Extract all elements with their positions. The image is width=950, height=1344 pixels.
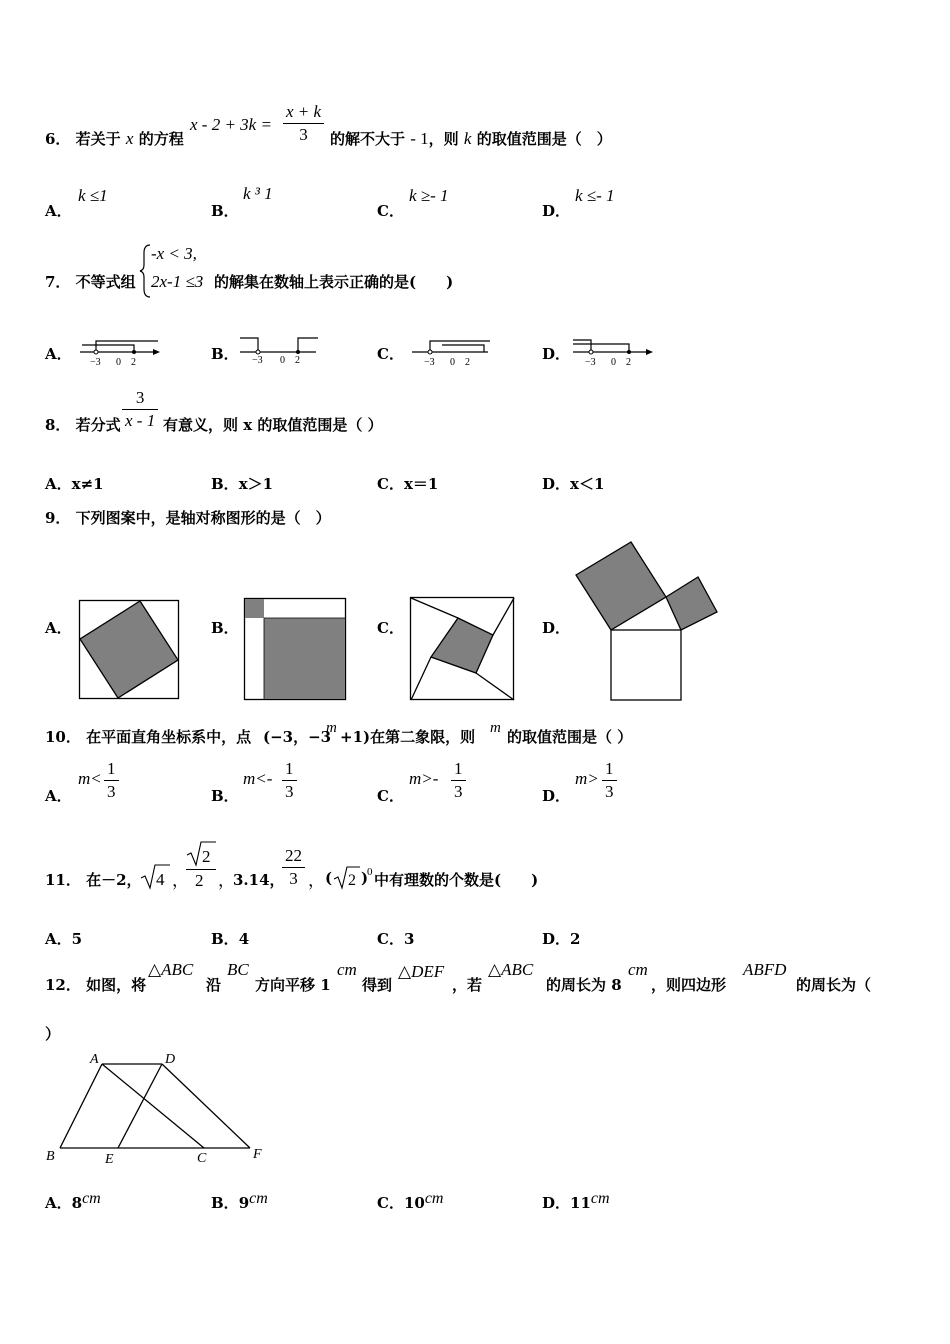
q12-option-a[interactable] xyxy=(45,1192,101,1213)
q11-sqrt4 xyxy=(140,863,170,891)
option-label: B． xyxy=(211,619,239,637)
q10-option-b-expr: m<- xyxy=(243,769,273,788)
q6-equation-left: x - 2 + 3k = xyxy=(190,115,272,134)
q7-option-a[interactable] xyxy=(45,343,72,364)
tick-label: 0 xyxy=(450,357,455,368)
q10-stem xyxy=(45,726,251,747)
option-label: B． xyxy=(211,1194,239,1212)
q10-option-a[interactable] xyxy=(45,785,72,806)
q12-stem-start xyxy=(45,974,146,995)
q11-option-d[interactable] xyxy=(542,928,580,949)
point-label-b: B xyxy=(46,1149,55,1164)
option-label: D． xyxy=(542,930,571,948)
option-text: x＞1 xyxy=(238,475,274,493)
option-label: A． xyxy=(45,202,72,220)
q11-fraction-22-3 xyxy=(282,845,305,890)
tick-label: −3 xyxy=(585,357,596,368)
point-label-c: C xyxy=(197,1151,207,1166)
q10-var-m: m xyxy=(326,720,337,736)
q10-point xyxy=(263,726,331,747)
tick-label: −3 xyxy=(424,357,435,368)
q12-text-3: 方向平移 1 xyxy=(255,976,331,994)
q11-text: 在－2， xyxy=(86,871,142,889)
point-label-f: F xyxy=(253,1147,262,1162)
option-label: D． xyxy=(542,202,571,220)
q8-option-c[interactable] xyxy=(377,473,438,494)
q12-text-8: 的周长为（ xyxy=(796,976,872,994)
q8-fraction-denominator: x - 1 xyxy=(125,411,156,430)
option-label: A． xyxy=(45,930,72,948)
q10-option-b-fraction xyxy=(282,758,297,803)
q12-option-c[interactable] xyxy=(377,1192,443,1213)
q10-option-a-expr: m< xyxy=(78,769,102,788)
q9-option-b-figure xyxy=(244,598,347,700)
q10-option-d[interactable] xyxy=(542,785,570,806)
q9-option-a[interactable] xyxy=(45,617,72,638)
option-unit: cm xyxy=(424,1190,444,1207)
option-label: C． xyxy=(377,1194,404,1212)
q11-paren-open: ( xyxy=(325,869,333,887)
q11-fraction-bar xyxy=(186,869,216,870)
q12-translation-figure xyxy=(44,1048,269,1170)
option-text: x≠1 xyxy=(71,475,104,493)
q8-fraction xyxy=(122,387,158,432)
option-label: B． xyxy=(211,202,239,220)
option-label: D． xyxy=(542,619,571,637)
tick-label: 2 xyxy=(295,355,300,366)
q6-text-post1: 的解不大于 xyxy=(330,130,406,148)
q12-number: 12． xyxy=(45,976,81,994)
option-label: C． xyxy=(377,619,404,637)
q11-option-a[interactable] xyxy=(45,928,82,949)
option-label: B． xyxy=(211,345,239,363)
sqrt-radicand: 4 xyxy=(156,870,165,889)
option-text: 5 xyxy=(71,930,83,948)
q6-number: 6． xyxy=(45,130,71,148)
option-label: B． xyxy=(211,930,239,948)
option-text: 3 xyxy=(403,930,415,948)
option-text: 2 xyxy=(570,930,581,948)
q12-quad-abfd: ABFD xyxy=(743,960,787,979)
option-label: C． xyxy=(377,202,404,220)
q9-number: 9． xyxy=(45,509,71,527)
q10-option-b[interactable] xyxy=(211,785,239,806)
q11-value-314: 3.14， xyxy=(233,871,285,889)
option-label: B． xyxy=(211,475,239,493)
q7-option-b-number-line xyxy=(240,334,320,368)
q10-point-b: +1) xyxy=(340,728,371,746)
tick-label: −3 xyxy=(90,357,101,368)
fraction-numerator: 1 xyxy=(282,758,297,781)
option-value: 8 xyxy=(71,1194,83,1212)
option-unit: cm xyxy=(249,1190,268,1207)
q11-comma-2: ， xyxy=(218,871,235,890)
q9-text: 下列图案中，是轴对称图形的是（ ） xyxy=(75,509,331,527)
q7-option-a-number-line xyxy=(80,334,160,368)
q6-var-k: k xyxy=(463,129,472,148)
q12-triangle-abc: △ABC xyxy=(148,960,194,979)
tick-label: 0 xyxy=(280,355,285,366)
q8-text: 若分式 xyxy=(75,416,121,434)
q7-option-c-number-line xyxy=(412,334,492,368)
q9-option-b[interactable] xyxy=(211,617,239,638)
q6-fraction-numerator: x + k xyxy=(283,101,324,124)
option-label: C． xyxy=(377,930,404,948)
q10-option-d-expr: m> xyxy=(575,769,599,788)
option-text: x＝1 xyxy=(403,475,439,493)
q12-text-5: ，若 xyxy=(452,976,483,994)
q8-stem xyxy=(45,414,121,435)
q9-stem xyxy=(45,507,331,528)
q6-neg-one: - 1 xyxy=(410,129,429,148)
q10-var-m2: m xyxy=(490,720,501,736)
q11-exponent: 0 xyxy=(367,866,373,878)
q10-stem-end: 的取值范围是（ ） xyxy=(507,728,633,746)
q12-option-b[interactable] xyxy=(211,1192,268,1213)
tick-label: 2 xyxy=(465,357,470,368)
point-label-a: A xyxy=(90,1052,99,1067)
q10-option-c-fraction xyxy=(451,758,466,803)
q8-option-a[interactable] xyxy=(45,473,104,494)
q6-stem-end xyxy=(330,128,612,149)
fraction-denominator: 3 xyxy=(285,782,294,801)
option-label: A． xyxy=(45,1194,72,1212)
option-label: C． xyxy=(377,787,404,805)
q9-option-d-figure xyxy=(576,542,719,702)
q12-text-7: ，则四边形 xyxy=(651,976,727,994)
fraction-denominator: 3 xyxy=(289,869,298,888)
q8-option-b[interactable] xyxy=(211,473,273,494)
q6-option-a-expr: k ≤1 xyxy=(78,186,108,205)
q11-option-c[interactable] xyxy=(377,928,414,949)
q7-option-b[interactable] xyxy=(211,343,239,364)
q6-equation-fraction xyxy=(283,101,324,146)
q10-option-c-expr: m>- xyxy=(409,769,439,788)
q10-number: 10． xyxy=(45,728,81,746)
q11-fraction-den: 2 xyxy=(195,871,204,890)
q6-var-x: x xyxy=(125,129,134,148)
q10-option-d-fraction xyxy=(602,758,617,803)
sqrt-radicand: 2 xyxy=(202,847,211,866)
q10-point-a: (−3，−3 xyxy=(263,728,332,746)
fraction-denominator: 3 xyxy=(107,782,116,801)
q11-option-b[interactable] xyxy=(211,928,249,949)
q12-triangle-def: △DEF xyxy=(398,962,445,981)
q8-option-d[interactable] xyxy=(542,473,604,494)
tick-label: −3 xyxy=(252,355,263,366)
q8-fraction-numerator: 3 xyxy=(122,387,158,410)
q6-option-c[interactable] xyxy=(377,200,404,221)
option-unit: cm xyxy=(82,1190,101,1207)
q7-option-d-number-line xyxy=(573,334,655,368)
option-text: x＜1 xyxy=(570,475,605,493)
option-value: 9 xyxy=(238,1194,250,1212)
fraction-denominator: 3 xyxy=(605,782,614,801)
q11-stem-end: 中有理数的个数是( ) xyxy=(374,871,539,889)
q7-number: 7． xyxy=(45,273,71,291)
q9-option-a-figure xyxy=(79,600,180,700)
q12-close-paren: ） xyxy=(45,1025,61,1043)
q7-text: 不等式组 xyxy=(75,273,136,291)
option-label: A． xyxy=(45,619,72,637)
q6-stem xyxy=(45,128,184,149)
point-label-d: D xyxy=(165,1052,176,1067)
q7-stem xyxy=(45,271,136,292)
option-label: B． xyxy=(211,787,239,805)
fraction-numerator: 1 xyxy=(602,758,617,781)
q9-option-d[interactable] xyxy=(542,617,570,638)
q7-option-d[interactable] xyxy=(542,343,570,364)
q6-option-b[interactable] xyxy=(211,200,239,221)
q6-option-d-expr: k ≤- 1 xyxy=(575,186,615,205)
q11-comma-3: ， xyxy=(308,871,325,890)
q12-segment-bc: BC xyxy=(227,960,249,979)
q11-paren-close: ) xyxy=(361,869,369,887)
option-value: 11 xyxy=(570,1194,591,1212)
option-label: D． xyxy=(542,787,571,805)
q8-number: 8． xyxy=(45,416,71,434)
fraction-numerator: 22 xyxy=(282,845,305,868)
option-label: C． xyxy=(377,345,404,363)
q12-triangle-abc-2: △ABC xyxy=(488,960,534,979)
q11-sqrt2 xyxy=(333,865,361,891)
q6-text-mid: 的方程 xyxy=(138,130,184,148)
option-label: D． xyxy=(542,1194,571,1212)
option-value: 10 xyxy=(403,1194,425,1212)
q10-text-post: 在第二象限，则 xyxy=(370,728,476,746)
tick-label: 0 xyxy=(116,357,121,368)
q6-option-a[interactable] xyxy=(45,200,72,221)
q10-text: 在平面直角坐标系中，点 xyxy=(86,728,252,746)
q6-fraction-denominator: 3 xyxy=(299,125,308,144)
fraction-denominator: 3 xyxy=(454,782,463,801)
q12-unit-cm: cm xyxy=(337,960,357,979)
fraction-numerator: 1 xyxy=(104,758,119,781)
option-label: A． xyxy=(45,345,72,363)
q7-inequality-2: 2x-1 ≤3 xyxy=(151,272,204,291)
q11-sqrt2-fraction-num xyxy=(186,840,216,868)
sqrt-radicand: 2 xyxy=(348,872,356,889)
q12-unit-cm-2: cm xyxy=(628,960,648,979)
q7-stem-end: 的解集在数轴上表示正确的是( ) xyxy=(214,273,454,291)
q12-text-1: 如图，将 xyxy=(86,976,147,994)
q6-option-b-expr: k ³ 1 xyxy=(243,184,273,203)
option-label: C． xyxy=(377,475,404,493)
q9-option-c[interactable] xyxy=(377,617,404,638)
q10-option-a-fraction xyxy=(104,758,119,803)
q6-text-post2: ，则 xyxy=(428,130,459,148)
q12-text-4: 得到 xyxy=(362,976,393,994)
tick-label: 0 xyxy=(611,357,616,368)
q6-text-post3: 的取值范围是（ ） xyxy=(476,130,612,148)
q9-option-c-figure xyxy=(410,597,515,701)
q11-number: 11． xyxy=(45,871,81,889)
q12-option-d[interactable] xyxy=(542,1192,610,1213)
option-label: D． xyxy=(542,475,571,493)
tick-label: 2 xyxy=(626,357,631,368)
point-label-e: E xyxy=(105,1152,114,1167)
option-label: A． xyxy=(45,787,72,805)
q10-option-c[interactable] xyxy=(377,785,404,806)
q6-option-c-expr: k ≥- 1 xyxy=(409,186,449,205)
tick-label: 2 xyxy=(131,357,136,368)
fraction-numerator: 1 xyxy=(451,758,466,781)
q6-option-d[interactable] xyxy=(542,200,570,221)
q11-stem xyxy=(45,869,142,890)
q7-inequality-1: -x < 3, xyxy=(151,244,197,263)
q12-text-2: 沿 xyxy=(206,976,222,994)
q12-text-6: 的周长为 8 xyxy=(546,976,622,994)
q7-option-c[interactable] xyxy=(377,343,404,364)
q6-text: 若关于 xyxy=(75,130,121,148)
option-label: A． xyxy=(45,475,72,493)
q10-stem-mid xyxy=(340,726,475,747)
q8-stem-end: 有意义，则 x 的取值范围是（ ） xyxy=(163,416,383,434)
option-label: D． xyxy=(542,345,571,363)
q11-comma: ， xyxy=(172,871,189,890)
option-unit: cm xyxy=(590,1190,610,1207)
option-text: 4 xyxy=(238,930,250,948)
